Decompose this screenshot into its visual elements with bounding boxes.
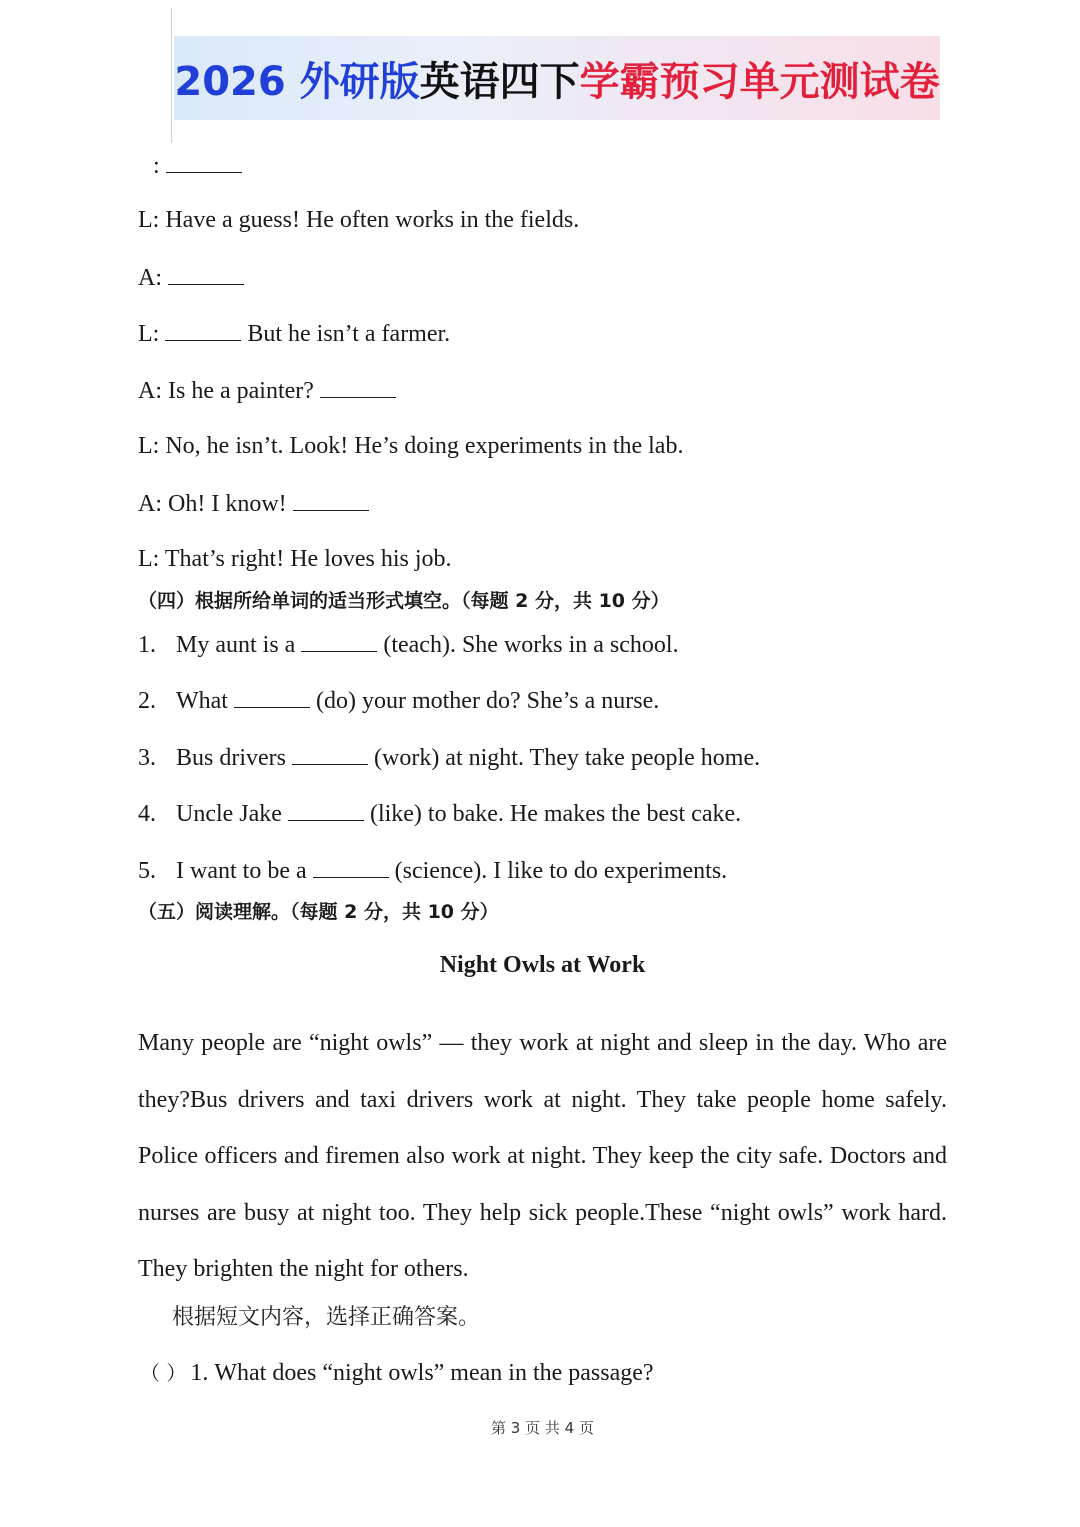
item-text: (work) at night. They take people home. <box>374 745 761 771</box>
dialogue-text: But he isn’t a farmer. <box>247 321 451 347</box>
answer-blank[interactable] <box>166 150 242 173</box>
answer-blank[interactable] <box>293 488 369 511</box>
section-5-heading: （五）阅读理解。（每题 2 分，共 10 分） <box>138 901 499 923</box>
reading-passage: Many people are “night owls” — they work at night and sleep in the day. Who are they?Bus drivers and taxi drivers work at night. They take people home safely. Police officers and firemen also work at night. They keep the city safe. Doctors and nurses are busy at night too. They help sick people.These “night owls” work hard. They brighten the night for others. <box>138 1030 947 1282</box>
item-number: 3. <box>138 745 156 771</box>
fill-blank-item <box>138 855 727 886</box>
title-banner <box>174 36 940 120</box>
fill-blank-item <box>138 742 760 773</box>
question-text: 1. What does “night owls” mean in the passage? <box>190 1360 654 1386</box>
item-text: (do) your mother do? She’s a nurse. <box>315 688 660 714</box>
dialogue-line <box>153 150 242 181</box>
item-text: I want to be a <box>176 858 307 884</box>
answer-blank[interactable] <box>165 318 241 341</box>
dialogue-line <box>138 375 396 406</box>
dialogue-text: L: <box>138 321 160 347</box>
item-text: (science). I like to do experiments. <box>394 858 728 884</box>
answer-blank[interactable] <box>168 262 244 285</box>
item-text: (like) to bake. He makes the best cake. <box>369 801 742 827</box>
page-footer: 第 3 页 共 4 页 <box>491 1419 594 1437</box>
dialogue-line <box>138 318 450 349</box>
item-number: 4. <box>138 801 156 827</box>
item-number: 5. <box>138 858 156 884</box>
item-text: My aunt is a <box>176 632 296 658</box>
dialogue-line <box>138 262 244 293</box>
dialogue-text: L: That’s right! He loves his job. <box>138 546 452 572</box>
dialogue-line <box>138 431 683 461</box>
passage-title: Night Owls at Work <box>439 952 646 978</box>
item-text: Bus drivers <box>176 745 286 771</box>
title-subject: 英语四下 <box>419 58 580 105</box>
margin-line <box>171 8 172 143</box>
answer-blank[interactable] <box>301 629 377 652</box>
question-1 <box>140 1358 654 1388</box>
answer-bracket[interactable]: （ ） <box>140 1361 187 1385</box>
answer-blank[interactable] <box>320 375 396 398</box>
answer-blank[interactable] <box>234 685 310 708</box>
item-text: (teach). She works in a school. <box>383 632 679 658</box>
dialogue-line <box>138 488 369 519</box>
dialogue-line <box>138 544 452 574</box>
banner-title <box>174 50 939 107</box>
dialogue-text: A: <box>138 265 162 291</box>
dialogue-text: : <box>153 153 160 179</box>
title-year-publisher: 2026 外研版 <box>174 58 420 105</box>
answer-blank[interactable] <box>288 798 364 821</box>
fill-blank-item <box>138 685 659 716</box>
answer-blank[interactable] <box>292 742 368 765</box>
dialogue-line <box>138 205 579 235</box>
item-number: 2. <box>138 688 156 714</box>
answer-blank[interactable] <box>313 855 389 878</box>
fill-blank-item <box>138 798 741 829</box>
dialogue-text: A: Oh! I know! <box>138 491 287 517</box>
item-text: Uncle Jake <box>176 801 282 827</box>
title-series: 学霸预习单元测试卷 <box>579 58 940 105</box>
question-instruction: 根据短文内容，选择正确答案。 <box>172 1305 481 1330</box>
section-4-heading: （四）根据所给单词的适当形式填空。（每题 2 分，共 10 分） <box>138 590 670 612</box>
dialogue-text: L: No, he isn’t. Look! He’s doing experiments in the lab. <box>138 433 684 459</box>
dialogue-text: L: Have a guess! He often works in the fields. <box>138 207 580 233</box>
fill-blank-item <box>138 629 679 660</box>
dialogue-text: A: Is he a painter? <box>138 378 314 404</box>
item-text: What <box>176 688 228 714</box>
item-number: 1. <box>138 632 156 658</box>
